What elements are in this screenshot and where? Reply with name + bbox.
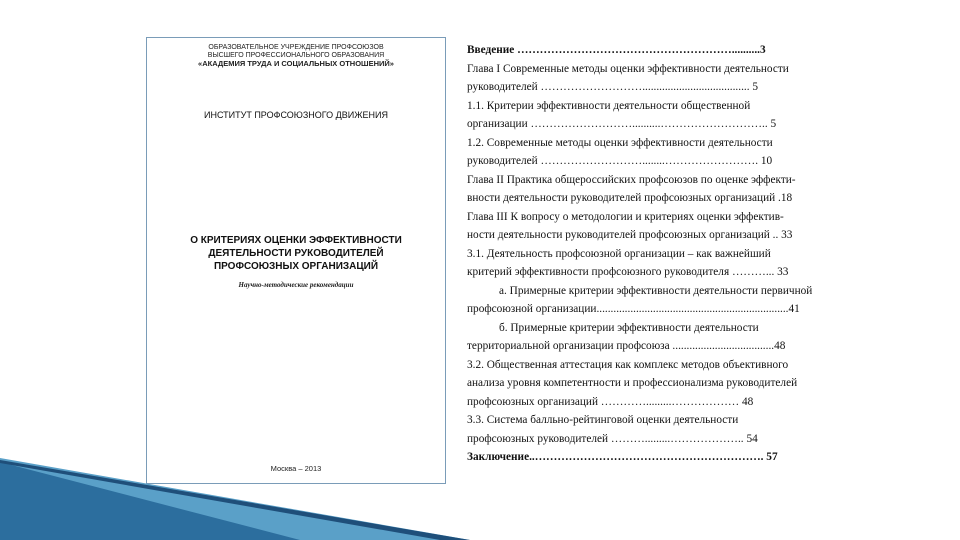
- toc-line: критерий эффективности профсоюзного руководителя ………... 33: [467, 266, 789, 278]
- cover-title-line: ПРОФСОЮЗНЫХ ОРГАНИЗАЦИЙ: [213, 261, 379, 272]
- toc-line: Глава III К вопросу о методологии и критериях оценки эффектив-: [467, 210, 784, 223]
- cover-org-line: «АКАДЕМИЯ ТРУДА И СОЦИАЛЬНЫХ ОТНОШЕНИЙ»: [198, 59, 394, 68]
- toc-line: территориальной организации профсоюза ....................................48: [467, 340, 786, 352]
- toc-line: 3.1. Деятельность профсоюзной организации – как важнейший: [467, 247, 771, 260]
- cover-institute: ИНСТИТУТ ПРОФСОЮЗНОГО ДВИЖЕНИЯ: [203, 110, 388, 120]
- toc-line: 3.2. Общественная аттестация как комплекс методов объективного: [467, 358, 789, 371]
- toc-line: Глава II Практика общероссийских профсоюзов по оценке эффекти-: [467, 173, 796, 186]
- cover-title-line: О КРИТЕРИЯХ ОЦЕНКИ ЭФФЕКТИВНОСТИ: [190, 235, 402, 246]
- toc-line: профсоюзной организации....................................................................41: [467, 303, 800, 315]
- toc-line: руководителей ………………………........……………………. 10: [467, 155, 773, 167]
- book-cover: [146, 37, 446, 484]
- toc-line: Заключение..……………………………………………………. 57: [467, 451, 778, 463]
- toc-line: 1.2. Современные методы оценки эффективности деятельности: [467, 136, 773, 149]
- toc-line: вности деятельности руководителей профсоюзных организаций .18: [467, 192, 793, 204]
- cover-org-line: ВЫСШЕГО ПРОФЕССИОНАЛЬНОГО ОБРАЗОВАНИЯ: [207, 52, 385, 59]
- cover-subtitle: Научно-методические рекомендации: [238, 281, 354, 289]
- cover-org-line: ОБРАЗОВАТЕЛЬНОЕ УЧРЕЖДЕНИЕ ПРОФСОЮЗОВ: [208, 44, 384, 51]
- toc-line: Глава I Современные методы оценки эффективности деятельности: [467, 62, 789, 75]
- toc-line: Введение …………………………………………………..........3: [467, 44, 766, 56]
- cover-title: [159, 234, 433, 273]
- cover-footer: Москва – 2013: [270, 464, 322, 473]
- toc-line: 1.1. Критерии эффективности деятельности общественной: [467, 99, 751, 112]
- toc-line: а. Примерные критерии эффективности деятельности первичной: [499, 284, 813, 297]
- cover-title-line: ДЕЯТЕЛЬНОСТИ РУКОВОДИТЕЛЕЙ: [208, 248, 384, 259]
- toc-line: организации ………………………..........……………………….. 5: [467, 118, 777, 130]
- toc-line: профсоюзных руководителей ……….........……………….. 54: [467, 432, 758, 445]
- toc-line: ности деятельности руководителей профсоюзных организаций .. 33: [467, 229, 793, 241]
- decorative-wedge: [0, 440, 470, 540]
- cover-organization: [147, 44, 445, 68]
- toc-line: анализа уровня компетентности и профессионализма руководителей: [467, 377, 798, 389]
- toc-line: руководителей ………………………...................................... 5: [467, 81, 759, 93]
- toc-line: профсоюзных организаций ………….........……………… 48: [467, 395, 754, 408]
- toc-line: б. Примерные критерии эффективности деятельности: [499, 321, 759, 334]
- table-of-contents: [467, 41, 819, 467]
- toc-line: 3.3. Система балльно-рейтинговой оценки деятельности: [467, 414, 739, 426]
